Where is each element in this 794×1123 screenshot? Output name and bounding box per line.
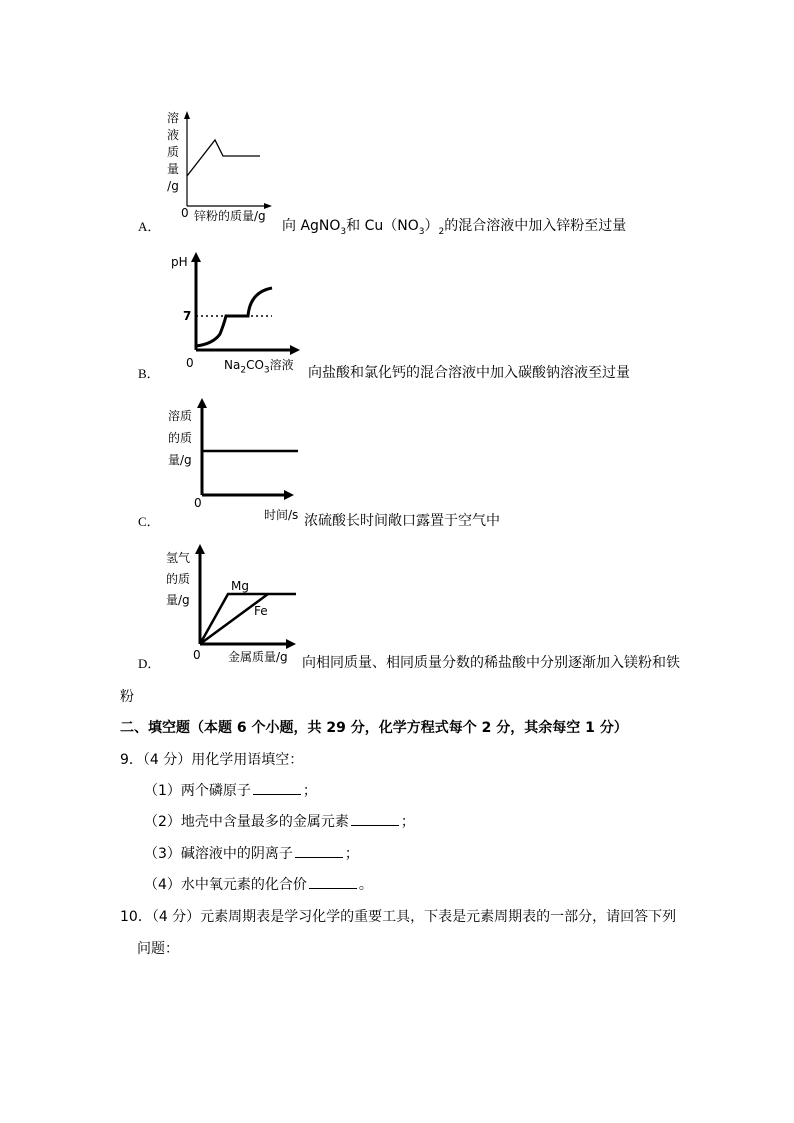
option-c-description: 浓硫酸长时间敞口露置于空气中 bbox=[304, 513, 500, 529]
graph-c-origin: 0 bbox=[194, 496, 202, 510]
graph-b-seven: 7 bbox=[183, 309, 192, 323]
option-a-description: 向 AgNO$_3$和 $Cu(NO_3)_2$的混合溶液中加入锌粉至过量 bbox=[282, 218, 627, 237]
graph-d-fe-label: Fe bbox=[254, 604, 268, 618]
graph-a-ylabel: 溶 液 质 量 /g bbox=[166, 111, 179, 193]
graph-c-ylabel: 溶质 的质 量/g bbox=[168, 409, 193, 467]
graph-d-xlabel: 金属质量/g bbox=[228, 650, 288, 664]
option-d-description: 向相同质量、相同质量分数的稀盐酸中分别逐渐加入镁粉和铁 bbox=[302, 655, 680, 671]
answer-blank[interactable] bbox=[253, 782, 301, 795]
option-c-letter: C． bbox=[138, 514, 160, 529]
answer-blank[interactable] bbox=[351, 813, 399, 826]
q9-item-4: （4）水中氧元素的化合价 。 bbox=[144, 877, 373, 893]
graph-d bbox=[188, 540, 303, 652]
graph-b-curve bbox=[196, 288, 272, 346]
option-b-letter: B． bbox=[138, 366, 160, 381]
graph-c bbox=[190, 395, 300, 505]
q9-item-2: （2）地壳中含量最多的金属元素 ； bbox=[144, 814, 415, 830]
graph-b-ylabel: pH bbox=[171, 255, 188, 269]
graph-a-xlabel: 锌粉的质量/g bbox=[194, 209, 266, 223]
graph-d-origin: 0 bbox=[193, 648, 201, 662]
graph-d-ylabel: 氢气 的质 量/g bbox=[166, 551, 191, 607]
graph-d-mg-line bbox=[200, 594, 296, 644]
option-a-letter: A． bbox=[138, 219, 161, 234]
graph-d-mg-label: Mg bbox=[231, 579, 249, 593]
option-d-description-cont: 粉 bbox=[120, 689, 134, 705]
graph-b-origin: 0 bbox=[186, 356, 194, 370]
option-b-description: 向盐酸和氯化钙的混合溶液中加入碳酸钠溶液至过量 bbox=[308, 365, 630, 381]
graph-b-xlabel: $Na_2CO_3$溶液 bbox=[224, 358, 294, 376]
graph-a-curve bbox=[187, 140, 260, 176]
graph-c-xlabel: 时间/s bbox=[264, 508, 299, 522]
graph-b bbox=[168, 250, 303, 360]
q9-item-3: （3）碱溶液中的阴离子 ； bbox=[144, 846, 359, 862]
answer-blank[interactable] bbox=[295, 845, 343, 858]
graph-d-fe-line bbox=[200, 594, 268, 644]
q10-stem-cont: 问题： bbox=[137, 941, 179, 957]
section-heading: 二、填空题（本题 6 个小题，共 29 分，化学方程式每个 2 分，其余每空 1 分） bbox=[120, 720, 628, 736]
option-d-letter: D． bbox=[138, 656, 161, 671]
graph-a-origin: 0 bbox=[181, 206, 189, 220]
q9-stem: 9．（4 分）用化学用语填空： bbox=[120, 752, 304, 768]
q10-stem: 10．（4 分）元素周期表是学习化学的重要工具，下表是元素周期表的一部分，请回答下列 bbox=[120, 909, 677, 925]
q9-item-1: （1）两个磷原子 ； bbox=[144, 783, 317, 799]
answer-blank[interactable] bbox=[309, 876, 357, 889]
